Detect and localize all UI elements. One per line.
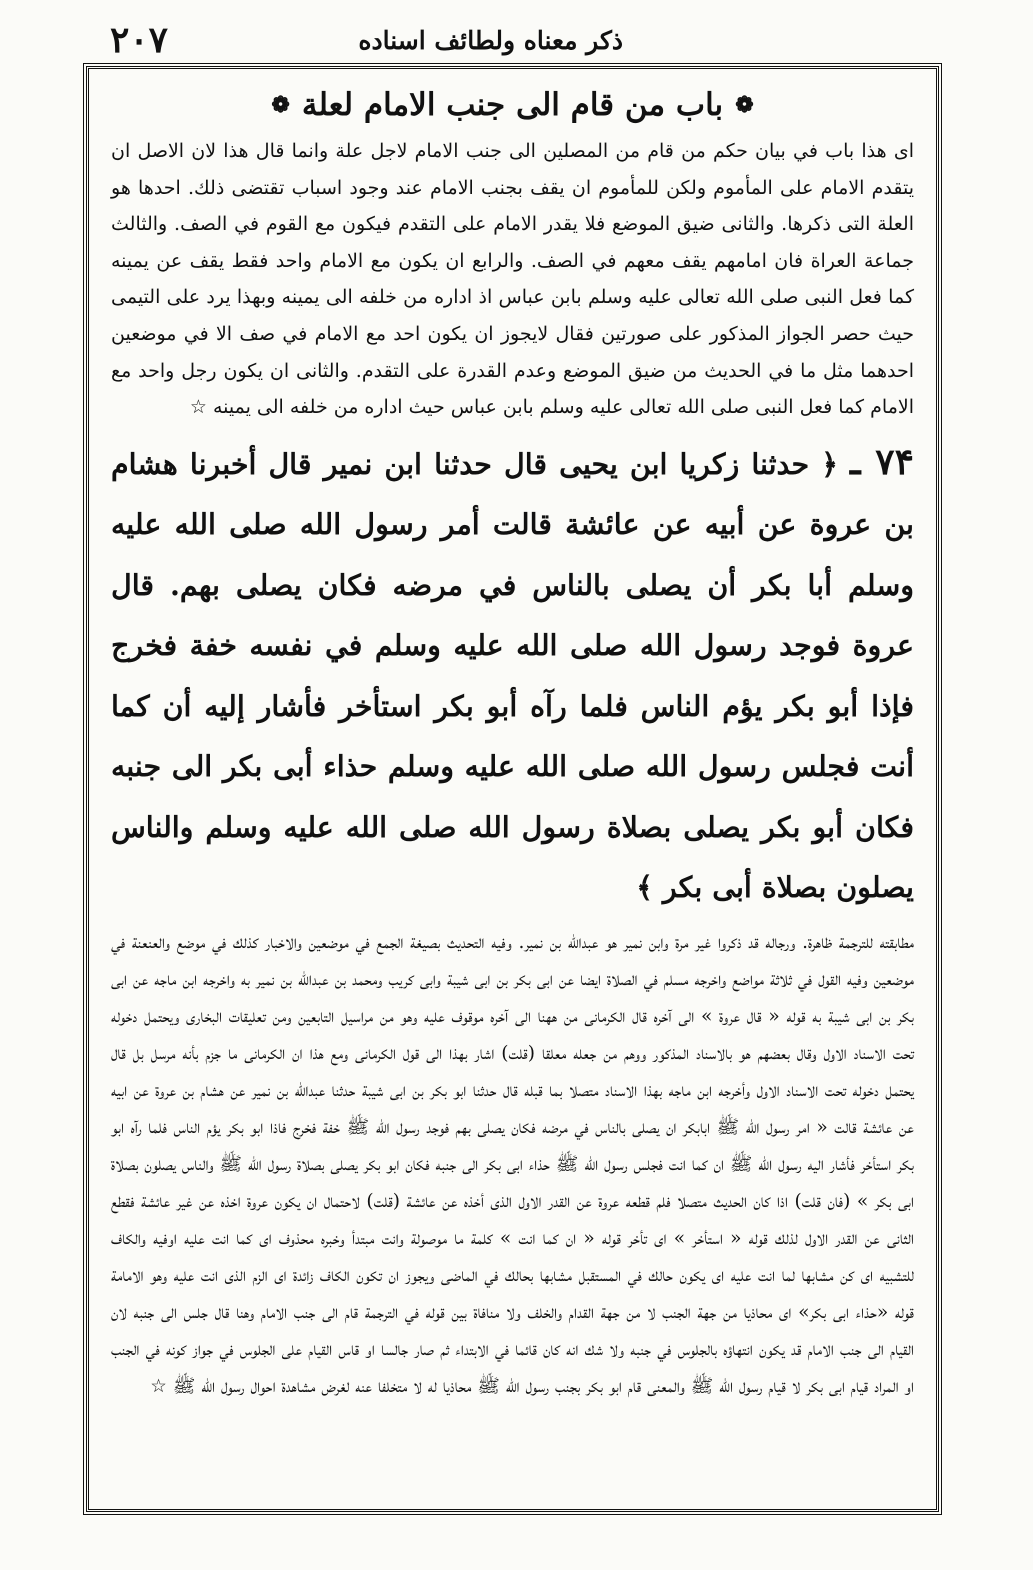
chapter-title: باب من قام الى جنب الامام لعلة — [301, 87, 724, 123]
running-head — [110, 18, 943, 62]
hadith-number: ۷۴ ـ — [850, 440, 914, 483]
hadith-block — [111, 432, 914, 918]
ornament-left-icon: ❁ — [271, 92, 290, 118]
ornament-right-icon: ❁ — [735, 92, 754, 118]
intro-paragraph: اى هذا باب في بيان حكم من قام من المصلين الى جنب الامام لاجل علة وانما قال هذا لان الاصل ان يتقدم الامام على المأموم ولكن للمأموم ان يقف بجنب الامام عند وجود اسباب تقتضى ذلك. احدها هو العلة التى ذكرها. والثانى ضيق الموضع فلا يقدر الامام على التقدم فيكون مع القوم في الصف. والثالث جماعة العراة فان امامهم يقف معهم في الصف. والرابع ان يكون مع الامام واحد فقط يقف عن يمينه كما فعل النبى صلى الله تعالى عليه وسلم بابن عباس اذ اداره من خلفه الى يمينه وبهذا يرد على التيمى حيث حصر الجواز المذكور على صورتين فقال لايجوز ان يكون احد مع الامام في صف الا في موضعين احدهما مثل ما في الحديث من ضيق الموضع وعدم القدرة على التقدم. والثانى ان يكون رجل واحد مع الامام كما فعل النبى صلى الله تعالى عليه وسلم بابن عباس حيث اداره من خلفه الى يمينه ☆ — [111, 140, 914, 419]
chapter-heading — [111, 87, 914, 123]
running-title: ذكر معناه ولطائف اسناده — [358, 25, 623, 55]
page-number: ۲۰۷ — [110, 19, 169, 61]
page-frame — [86, 66, 939, 1512]
commentary-paragraph: مطابقته للترجمة ظاهرة. ورجاله قد ذكروا غير مرة وابن نمير هو عبدالله بن نمير. وفيه التحديث بصيغة الجمع في موضعين والاخبار كذلك في موضع والعنعنة في موضعين وفيه القول في ثلاثة مواضع واخرجه مسلم في الصلاة ايضا عن ابى بكر بن ابى شيبة وابى كريب ومحمد بن عبدالله بن نمير به واخرجه ابن ماجه عن ابى بكر بن ابى شيبة به قوله « قال عروة » الى آخره قال الكرمانى من ههنا الى آخره موقوف عليه وهو من مراسيل التابعين ومن تعليقات البخارى ويحتمل دخوله تحت الاسناد الاول وقال بعضهم هو بالاسناد المذكور ووهم من جعله معلقا (قلت) اشار بهذا الى قول الكرمانى ومع هذا ان الكرمانى ما جزم بأنه مرسل بل قال يحتمل دخوله تحت الاسناد الاول وأخرجه ابن ماجه بهذا الاسناد متصلا بما قبله قال حدثنا ابو بكر بن ابى شيبة حدثنا عبدالله بن نمير عن هشام بن عروة عن ابيه عن عائشة قالت « امر رسول الله ﷺ ابابكر ان يصلى بالناس في مرضه فكان يصلى بهم فوجد رسول الله ﷺ خفة فخرج فاذا ابو بكر يؤم الناس فلما رآه ابو بكر استأخر فأشار اليه رسول الله ﷺ ان كما انت فجلس رسول الله ﷺ حذاء ابى بكر الى جنبه فكان ابو بكر يصلى بصلاة رسول الله ﷺ والناس يصلون بصلاة ابى بكر » (فان قلت) اذا كان الحديث متصلا فلم قطعه عروة عن القدر الاول الذى أخذه عن عائشة (قلت) لاحتمال ان يكون عروة اخذه عن غير عائشة فقطع الثانى عن القدر الاول لذلك قوله « استأخر » اى تأخر قوله « ان كما انت » كلمة ما موصولة وانت مبتدأ وخبره محذوف اى كما انت عليه اوفيه والكاف للتشبيه اى كن مشابها لما انت عليه اى يكون حالك في المستقبل مشابها بحالك في الماضى ويجوز ان تكون الكاف زائدة اى الزم الذى انت عليه وهو الامامة قوله «حذاء ابى بكر» اى محاذيا من جهة الجنب لا من جهة القدام والخلف ولا منافاة بين قوله في الترجمة قام الى جنب الامام وهنا قال جلس الى جنبه لان القيام الى جنب الامام قد يكون انتهاؤه بالجلوس في جنبه ولا شك انه كان قائما في الابتداء ثم صار جالسا او قاس القيام على الجلوس في جواز كونه في الجنب او المراد قيام ابى بكر لا قيام رسول الله ﷺ والمعنى قام ابو بكر بجنب رسول الله ﷺ محاذيا له لا متخلفا عنه لغرض مشاهدة احوال رسول الله ﷺ ☆ — [111, 931, 914, 1397]
hadith-text: ﴿ حدثنا زكريا ابن يحيى قال حدثنا ابن نمير قال أخبرنا هشام بن عروة عن أبيه عن عائشة قالت أمر رسول الله صلى الله عليه وسلم أبا بكر أن يصلى بالناس في مرضه فكان يصلى بهم. قال عروة فوجد رسول الله صلى الله عليه وسلم في نفسه خفة فخرج فإذا أبو بكر يؤم الناس فلما رآه أبو بكر استأخر فأشار إليه أن كما أنت فجلس رسول الله صلى الله عليه وسلم حذاء أبى بكر الى جنبه فكان أبو بكر يصلى بصلاة رسول الله صلى الله عليه وسلم والناس يصلون بصلاة أبى بكر ﴾ — [111, 446, 914, 905]
